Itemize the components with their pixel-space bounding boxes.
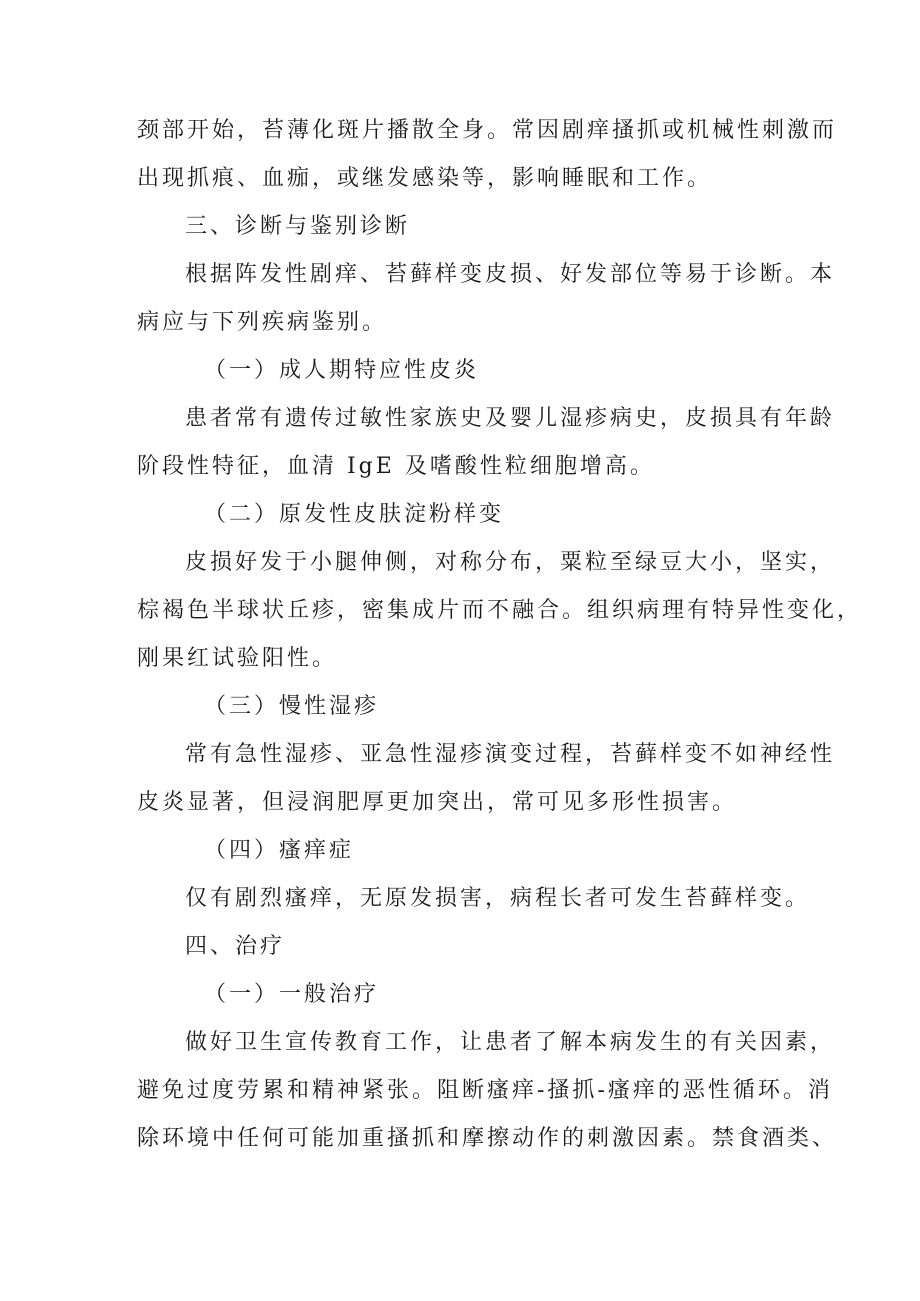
paragraph (137, 875, 811, 923)
text-line: （一）成人期特应性皮炎 (204, 358, 480, 383)
text-line: 病应与下列疾病鉴别。 (137, 310, 388, 335)
text-line: 仅有剧烈瘙痒，无原发损害，病程长者可发生苔藓样变。 (185, 886, 811, 911)
paragraph-continued (137, 107, 838, 203)
text-line: 除环境中任何可能加重搔抓和摩擦动作的刺激因素。禁食酒类、 (137, 1126, 838, 1151)
text-line: （二）原发性皮肤淀粉样变 (204, 502, 505, 527)
text-line: 做好卫生宣传教育工作，让患者了解本病发生的有关因素， (185, 1030, 836, 1055)
subheading-atopic-dermatitis (137, 347, 793, 395)
document-body (137, 107, 863, 1163)
subheading-general-treatment (137, 971, 793, 1019)
paragraph (137, 731, 836, 827)
text-line: 根据阵发性剧痒、苔藓样变皮损、好发部位等易于诊断。本 (185, 262, 836, 287)
section-heading-treatment (137, 923, 793, 971)
text-line: 棕褐色半球状丘疹，密集成片而不融合。组织病理有特异性变化， (137, 598, 863, 623)
text-line: 四、治疗 (185, 934, 286, 959)
text-line: 出现抓痕、血痂，或继发感染等，影响睡眠和工作。 (137, 166, 713, 191)
paragraph (137, 251, 836, 347)
text-line: 患者常有遗传过敏性家族史及婴儿湿疹病史，皮损具有年龄 (185, 406, 836, 431)
section-heading-diagnosis (137, 203, 793, 251)
paragraph (137, 1019, 838, 1163)
text-line: （一）一般治疗 (204, 982, 380, 1007)
text-line: 常有急性湿疹、亚急性湿疹演变过程，苔藓样变不如神经性 (185, 742, 836, 767)
text-line: 三、诊断与鉴别诊断 (185, 214, 411, 239)
paragraph (137, 539, 863, 683)
text-line: 阶段性特征，血清 IgE 及嗜酸性粒细胞增高。 (137, 454, 655, 479)
subheading-amyloidosis (137, 491, 793, 539)
text-line: 皮损好发于小腿伸侧，对称分布，粟粒至绿豆大小，坚实， (185, 550, 836, 575)
text-line: 刚果红试验阳性。 (137, 646, 338, 671)
text-line: 避免过度劳累和精神紧张。阻断瘙痒-搔抓-瘙痒的恶性循环。消 (137, 1078, 833, 1103)
text-line: （三）慢性湿疹 (204, 694, 380, 719)
subheading-pruritus (137, 827, 793, 875)
paragraph (137, 395, 836, 491)
text-line: 皮炎显著，但浸润肥厚更加突出，常可见多形性损害。 (137, 790, 738, 815)
subheading-chronic-eczema (137, 683, 793, 731)
text-line: （四）瘙痒症 (204, 838, 355, 863)
text-line: 颈部开始，苔薄化斑片播散全身。常因剧痒搔抓或机械性刺激而 (137, 118, 838, 143)
